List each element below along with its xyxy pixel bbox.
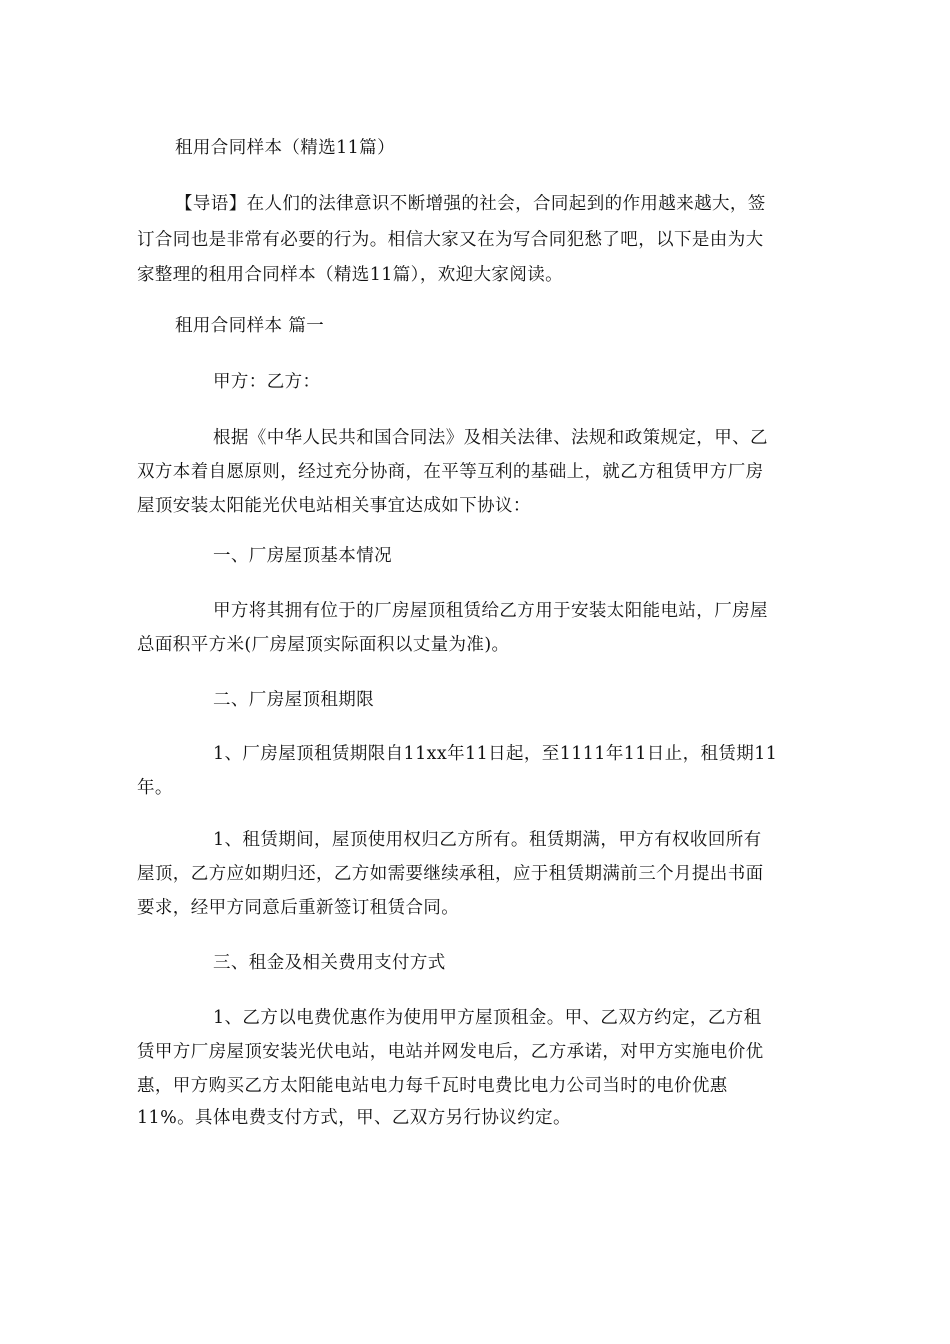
clause3-item1-line-2: 赁甲方厂房屋顶安装光伏电站，电站并网发电后，乙方承诺，对甲方实施电价优 [137,1042,764,1062]
clause2-item2-line-1: 1、租赁期间，屋顶使用权归乙方所有。租赁期满，甲方有权收回所有 [213,830,762,850]
clause3-heading: 三、租金及相关费用支付方式 [213,953,446,973]
intro-line-2: 订合同也是非常有必要的行为。相信大家又在为写合同犯愁了吧，以下是由为大 [137,230,764,250]
preamble-line-3: 屋顶安装太阳能光伏电站相关事宜达成如下协议： [137,496,531,516]
preamble-line-2: 双方本着自愿原则，经过充分协商，在平等互利的基础上，就乙方租赁甲方厂房 [137,462,764,482]
clause3-item1-line-4: 11%。具体电费支付方式，甲、乙双方另行协议约定。 [137,1108,571,1128]
section-heading: 租用合同样本 篇一 [175,316,325,336]
clause2-item2-line-2: 屋顶，乙方应如期归还，乙方如需要继续承租，应于租赁期满前三个月提出书面 [137,864,764,884]
clause1-body-line-1: 甲方将其拥有位于的厂房屋顶租赁给乙方用于安装太阳能电站，厂房屋 [213,601,768,621]
clause2-item1-line-2: 年。 [137,778,173,798]
document-title: 租用合同样本（精选11篇） [175,138,395,158]
clause1-body-line-2: 总面积平方米(厂房屋顶实际面积以丈量为准)。 [137,635,510,655]
intro-line-1: 【导语】在人们的法律意识不断增强的社会，合同起到的作用越来越大，签 [175,194,766,214]
preamble-line-1: 根据《中华人民共和国合同法》及相关法律、法规和政策规定，甲、乙 [213,428,768,448]
parties-line: 甲方：乙方： [213,372,321,392]
clause2-heading: 二、厂房屋顶租期限 [213,690,375,710]
clause1-heading: 一、厂房屋顶基本情况 [213,546,392,566]
clause2-item1-line-1: 1、厂房屋顶租赁期限自11xx年11日起，至1111年11日止，租赁期11 [213,744,778,764]
clause3-item1-line-3: 惠，甲方购买乙方太阳能电站电力每千瓦时电费比电力公司当时的电价优惠 [137,1076,728,1096]
clause3-item1-line-1: 1、乙方以电费优惠作为使用甲方屋顶租金。甲、乙双方约定，乙方租 [213,1008,762,1028]
intro-line-3: 家整理的租用合同样本（精选11篇），欢迎大家阅读。 [137,265,564,285]
clause2-item2-line-3: 要求，经甲方同意后重新签订租赁合同。 [137,898,460,918]
